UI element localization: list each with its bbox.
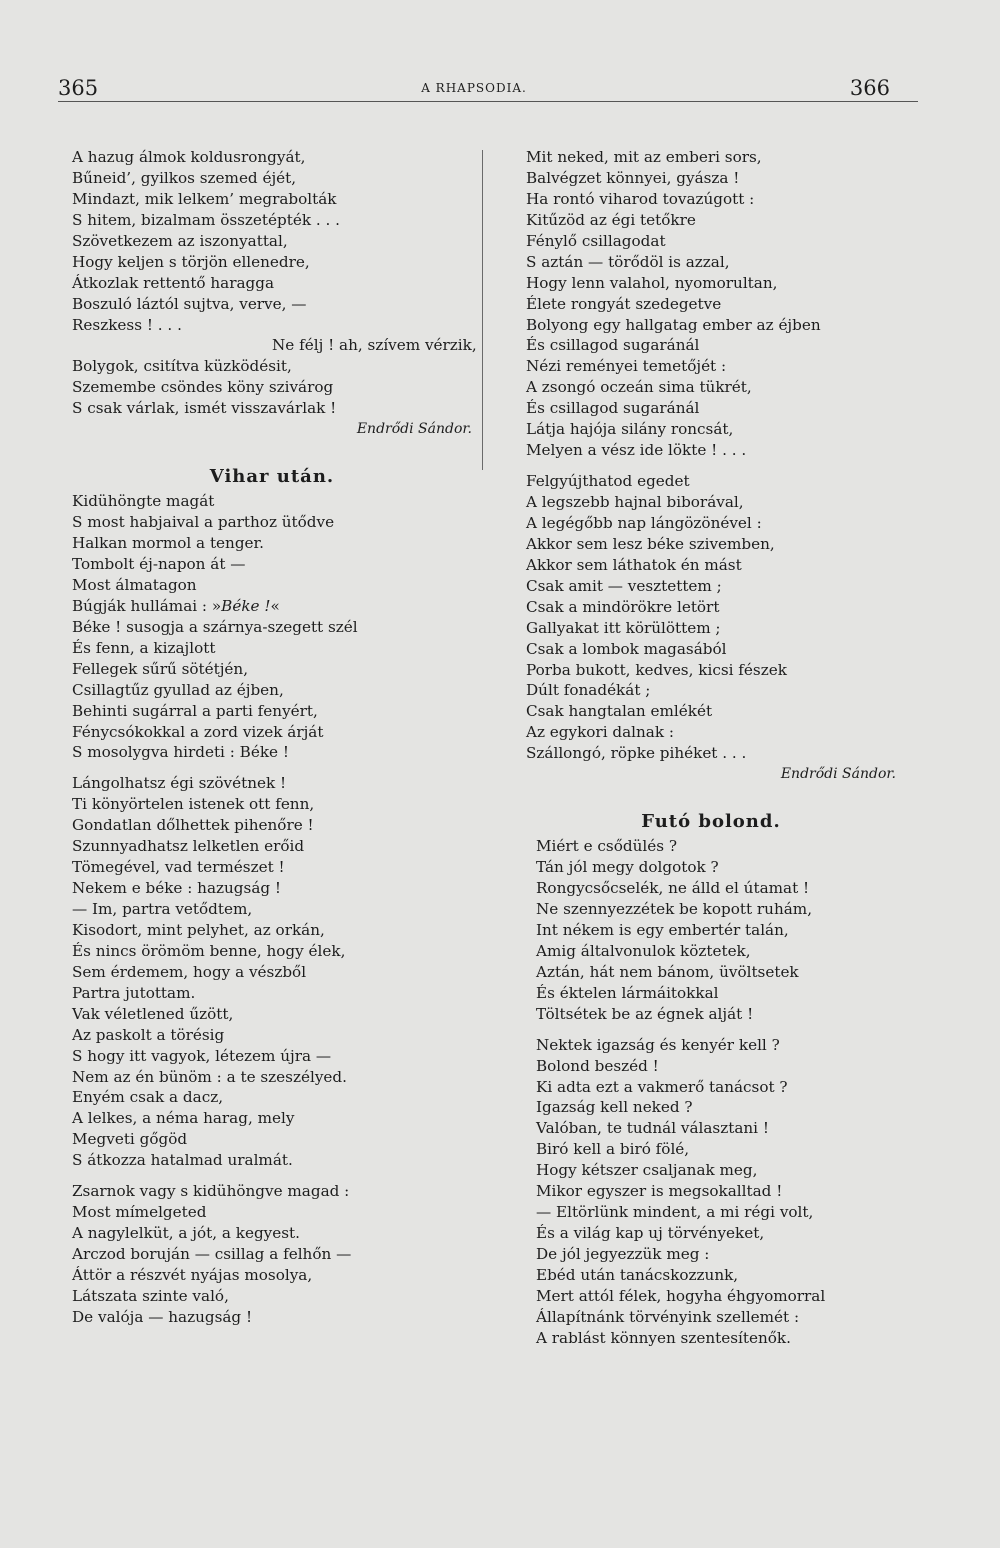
poem-line: Bolond beszéd ! bbox=[536, 1056, 659, 1075]
poem-line: Behinti sugárral a parti fenyért, bbox=[72, 701, 318, 720]
signature: Endrődi Sándor. bbox=[780, 766, 896, 783]
poem-line: De valója — hazugság ! bbox=[72, 1307, 253, 1326]
poem-line: Lángolhatsz égi szövétnek ! bbox=[72, 774, 287, 793]
poem-line: A legégőbb nap lángözönével : bbox=[526, 513, 762, 532]
page-number-right: 366 bbox=[849, 76, 890, 100]
stanza-gap bbox=[72, 763, 472, 773]
poem-line: Akkor sem lesz béke szivemben, bbox=[526, 534, 775, 553]
poem-line: Megveti gőgöd bbox=[72, 1130, 188, 1149]
emphasis-text: Béke ! bbox=[221, 596, 271, 615]
poem-line-text: Búgják hullámai : » bbox=[72, 596, 222, 615]
poem-line: S hogy itt vagyok, létezem újra — bbox=[72, 1046, 332, 1065]
poem-line: Csak hangtalan emlékét bbox=[526, 702, 713, 721]
stanza-gap bbox=[526, 1025, 896, 1035]
poem-line: Állapítnánk törvényink szellemét : bbox=[536, 1307, 800, 1326]
poem-line bbox=[72, 596, 472, 617]
poem-line: Csak a mindörökre letört bbox=[526, 597, 720, 616]
poem-line: A hazug álmok koldusrongyát, bbox=[72, 148, 306, 166]
poem-3-stanza-2 bbox=[526, 1035, 896, 1349]
poem-line: És csillagod sugaránál bbox=[526, 399, 700, 418]
poem-line: Ne félj ! ah, szívem vérzik, bbox=[272, 336, 477, 355]
poem-line: Mit neked, mit az emberi sors, bbox=[526, 148, 762, 166]
header-rule bbox=[58, 101, 918, 102]
poem-line: Az egykori dalnak : bbox=[526, 723, 674, 742]
poem-line: S csak várlak, ismét visszavárlak ! bbox=[72, 399, 337, 418]
poem-line: Hogy keljen s törjön ellenedre, bbox=[72, 252, 310, 271]
page-number-left: 365 bbox=[58, 76, 99, 100]
poem-line: Mert attól félek, hogyha éhgyomorral bbox=[536, 1286, 826, 1305]
closing-quote: « bbox=[270, 596, 280, 615]
poem-line: Bolygok, csitítva küzködésit, bbox=[72, 357, 292, 376]
poem-line: S hitem, bizalmam összetépték . . . bbox=[72, 210, 340, 229]
poem-line: Ne szennyezzétek be kopott ruhám, bbox=[536, 900, 813, 918]
poem-line: Csak a lombok magasából bbox=[526, 639, 727, 658]
poem-line: Int nékem is egy embertér talán, bbox=[536, 920, 789, 939]
poem-line: Ebéd után tanácskozzunk, bbox=[536, 1265, 739, 1284]
poem-line: De jól jegyezzük meg : bbox=[536, 1245, 710, 1263]
poem-line: Mikor egyszer is megsokalltad ! bbox=[536, 1182, 783, 1201]
poem-line: Kidühöngte magát bbox=[72, 492, 215, 511]
poem-line: Gallyakat itt körülöttem ; bbox=[526, 618, 721, 637]
poem-line: Fénylő csillagodat bbox=[526, 231, 666, 250]
poem-line: Ha rontó viharod tovazúgott : bbox=[526, 189, 755, 208]
poem-line: Kisodort, mint pelyhet, az orkán, bbox=[72, 920, 325, 939]
poem-line: Nekem e béke : hazugság ! bbox=[72, 879, 282, 898]
poem-line: Enyém csak a dacz, bbox=[72, 1088, 224, 1107]
poem-line: Hogy kétszer csaljanak meg, bbox=[536, 1161, 758, 1180]
poem-line: Szemembe csöndes köny szivárog bbox=[72, 378, 334, 397]
poem-line: A legszebb hajnal biborával, bbox=[526, 493, 744, 511]
poem-title: Vihar után. bbox=[209, 466, 335, 488]
running-title: A RHAPSODIA. bbox=[421, 81, 527, 95]
column-divider bbox=[482, 150, 483, 470]
poem-line: Az paskolt a törésig bbox=[72, 1025, 225, 1044]
poem-line: Most álmatagon bbox=[72, 575, 197, 594]
poem-line: Tömegével, vad természet ! bbox=[72, 858, 285, 877]
poem-line: Nektek igazság és kenyér kell ? bbox=[536, 1035, 780, 1054]
poem-line: Sem érdemem, hogy a vészből bbox=[72, 962, 307, 981]
poem-line: Halkan mormol a tenger. bbox=[72, 534, 264, 553]
poem-line: Amig általvonulok köztetek, bbox=[536, 941, 751, 960]
poem-line: Bolyong egy hallgatag ember az éjben bbox=[526, 315, 821, 334]
poem-line: Látja hajója silány roncsát, bbox=[526, 420, 734, 439]
poem-line: Vak véletlened űzött, bbox=[72, 1004, 234, 1023]
poem-line: Ti könyörtelen istenek ott fenn, bbox=[72, 795, 315, 814]
poem-line: — Im, partra vetődtem, bbox=[72, 900, 253, 918]
poem-line: Látszata szinte való, bbox=[72, 1286, 229, 1305]
poem-line: Nézi reményei temetőjét : bbox=[526, 357, 727, 376]
poem-line: Átkozlak rettentő haragga bbox=[72, 273, 275, 292]
poem-line: S most habjaival a parthoz ütődve bbox=[72, 513, 335, 532]
poem-line: Tán jól megy dolgotok ? bbox=[536, 858, 719, 877]
poem-line: Akkor sem láthatok én mást bbox=[526, 555, 742, 574]
poem-line: Miért e csődülés ? bbox=[536, 837, 677, 856]
poem-line: — Eltörlünk mindent, a mi régi volt, bbox=[536, 1203, 814, 1222]
poem-line: S mosolygva hirdeti : Béke ! bbox=[72, 743, 289, 762]
poem-2-stanza-2 bbox=[72, 773, 472, 1171]
poem-line: Dúlt fonadékát ; bbox=[526, 681, 651, 700]
poem-line: S aztán — törődöl is azzal, bbox=[526, 252, 730, 271]
poem-line: Áttör a részvét nyájas mosolya, bbox=[72, 1265, 313, 1284]
poem-2-stanza-3 bbox=[72, 1181, 472, 1328]
poem-line: Béke ! susogja a szárnya-szegett szél bbox=[72, 617, 358, 636]
page-header bbox=[58, 76, 890, 100]
right-column bbox=[526, 147, 896, 1349]
poem-line: Balvégzet könnyei, gyásza ! bbox=[526, 168, 740, 187]
poem-line: Hogy lenn valahol, nyomorultan, bbox=[526, 273, 778, 292]
stanza-gap bbox=[526, 461, 896, 471]
poem-line: Töltsétek be az égnek alját ! bbox=[536, 1004, 754, 1023]
poem-line: Reszkess ! . . . bbox=[72, 315, 182, 334]
poem-line: És nincs örömöm benne, hogy élek, bbox=[72, 941, 346, 960]
poem-line: Ki adta ezt a vakmerő tanácsot ? bbox=[536, 1077, 788, 1096]
poem-line: Tombolt éj-napon át — bbox=[72, 555, 246, 573]
poem-2-stanza-4 bbox=[526, 147, 896, 461]
stanza-gap bbox=[72, 1171, 472, 1181]
left-column bbox=[72, 147, 477, 1328]
poem-line: Biró kell a biró fölé, bbox=[536, 1140, 690, 1159]
poem-line: Mindazt, mik lelkem’ megrabolták bbox=[72, 189, 337, 208]
poem-line: Valóban, te tudnál választani ! bbox=[536, 1119, 769, 1138]
poem-line: Aztán, hát nem bánom, üvöltsetek bbox=[536, 962, 799, 981]
poem-line: Zsarnok vagy s kidühöngve magad : bbox=[72, 1182, 350, 1201]
poem-line: És a világ kap uj törvényeket, bbox=[536, 1224, 765, 1243]
poem-line: Csak amit — vesztettem ; bbox=[526, 576, 722, 595]
poem-3-stanza-1 bbox=[526, 836, 896, 1024]
poem-line: És éktelen lármáitokkal bbox=[536, 983, 719, 1002]
poem-1 bbox=[72, 147, 477, 419]
poem-line: Szunnyadhatsz lelketlen erőid bbox=[72, 837, 305, 856]
poem-line: S átkozza hatalmad uralmát. bbox=[72, 1151, 293, 1170]
poem-line: És fenn, a kizajlott bbox=[72, 638, 216, 657]
poem-line: Melyen a vész ide lökte ! . . . bbox=[526, 441, 747, 460]
poem-line: Gondatlan dőlhettek pihenőre ! bbox=[72, 816, 314, 835]
poem-line: Most mímelgeted bbox=[72, 1203, 207, 1222]
poem-line: A nagylelküt, a jót, a kegyest. bbox=[72, 1224, 300, 1243]
poem-line: Rongycsőcselék, ne álld el útamat ! bbox=[536, 879, 810, 898]
poem-2-stanza-1 bbox=[72, 491, 472, 763]
poem-line: Élete rongyát szedegetve bbox=[526, 294, 722, 313]
poem-2-stanza-5 bbox=[526, 471, 896, 764]
poem-line: Partra jutottam. bbox=[72, 983, 196, 1002]
poem-line: Szövetkezem az iszonyattal, bbox=[72, 231, 288, 250]
poem-title: Futó bolond. bbox=[641, 811, 781, 833]
poem-line: Kitűzöd az égi tetőkre bbox=[526, 210, 696, 229]
poem-line: A zsongó oczeán sima tükrét, bbox=[526, 378, 752, 397]
poem-line: Felgyújthatod egedet bbox=[526, 472, 690, 491]
poem-line: És csillagod sugaránál bbox=[526, 336, 700, 355]
poem-line: Szállongó, röpke pihéket . . . bbox=[526, 744, 747, 763]
poem-line: Arczod boruján — csillag a felhőn — bbox=[72, 1245, 352, 1263]
poem-line: Csillagtűz gyullad az éjben, bbox=[72, 680, 284, 699]
poem-line: Igazság kell neked ? bbox=[536, 1098, 693, 1117]
poem-line: A lelkes, a néma harag, mely bbox=[72, 1109, 295, 1128]
poem-line: Bűneid’, gyilkos szemed éjét, bbox=[72, 168, 297, 187]
poem-line: Nem az én bünöm : a te szeszélyed. bbox=[72, 1067, 347, 1086]
signature: Endrődi Sándor. bbox=[356, 421, 472, 438]
poem-line: Fellegek sűrű sötétjén, bbox=[72, 659, 249, 678]
poem-line: Boszuló láztól sujtva, verve, — bbox=[72, 294, 307, 313]
poem-line: Fénycsókokkal a zord vizek árját bbox=[72, 722, 324, 741]
poem-line: A rablást könnyen szentesítenők. bbox=[536, 1328, 791, 1347]
poem-line: Porba bukott, kedves, kicsi fészek bbox=[526, 660, 787, 679]
